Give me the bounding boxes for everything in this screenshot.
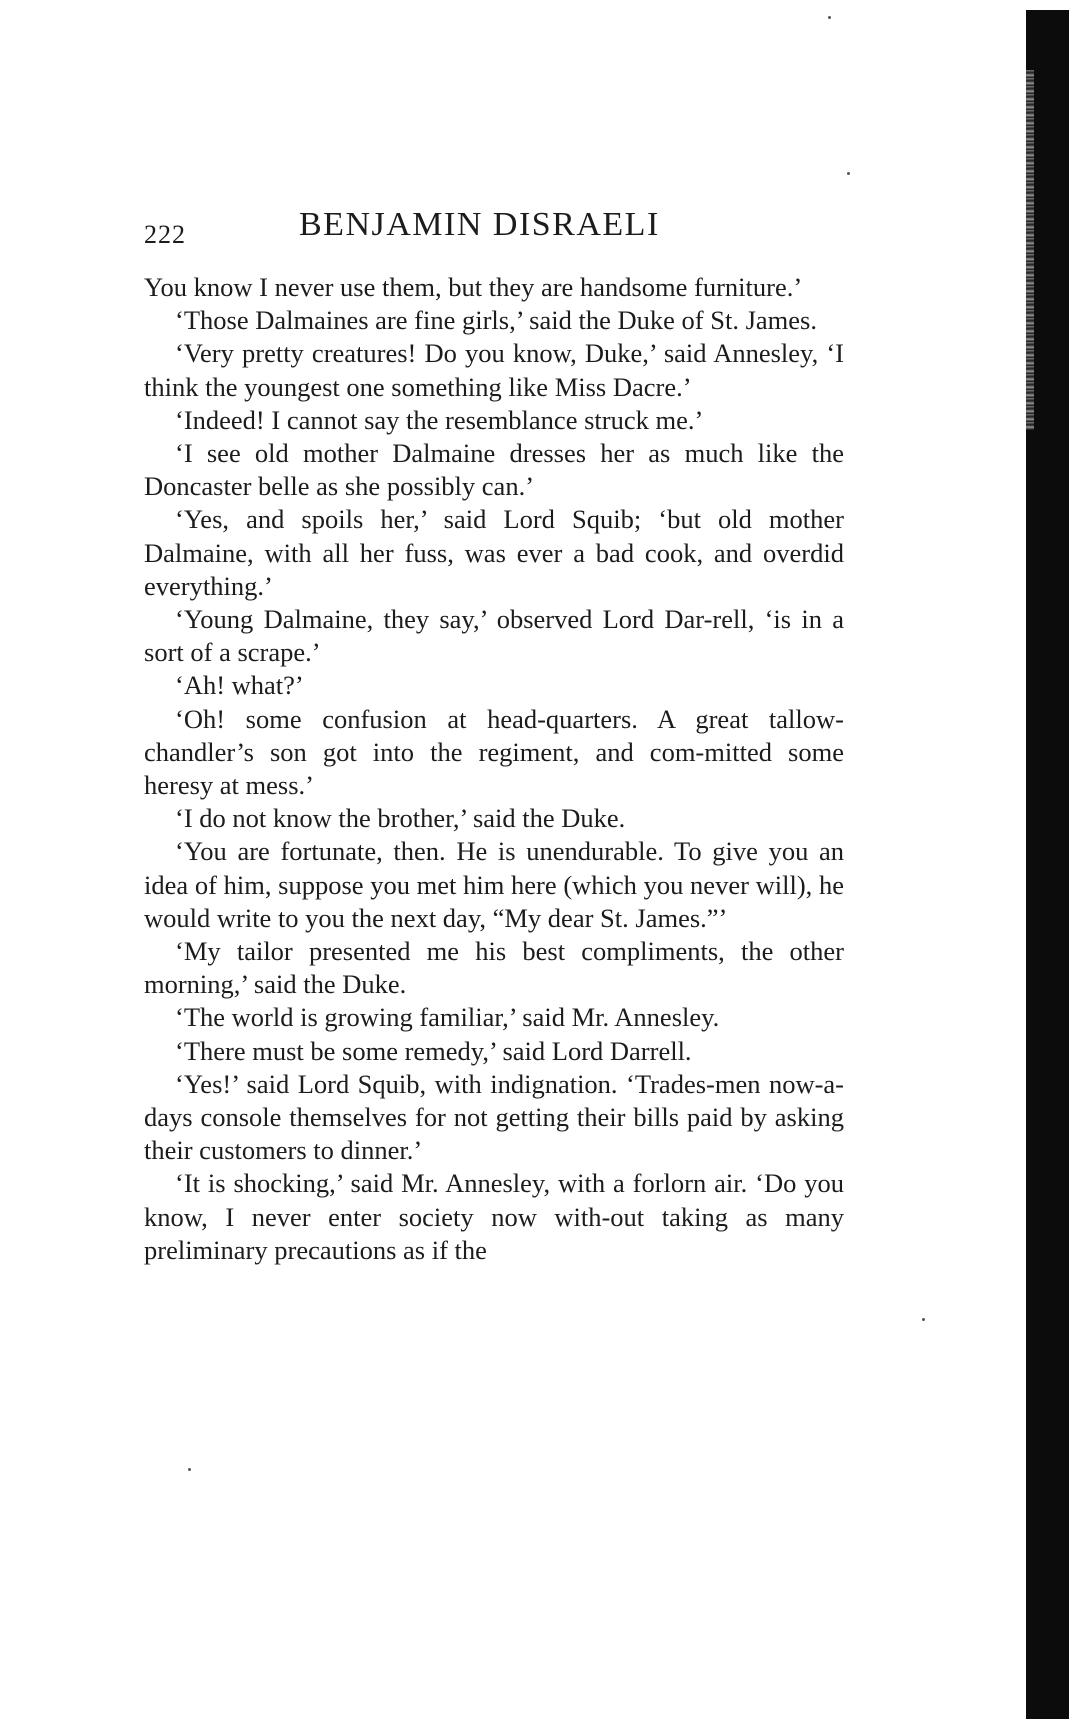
paragraph: ‘Yes!’ said Lord Squib, with indignation. ‘Trades-men now-a-days console themselves for not getting their bills paid by asking their customers to dinner.’ (144, 1068, 844, 1166)
scan-speck (922, 1318, 925, 1321)
paragraph: ‘It is shocking,’ said Mr. Annesley, with a forlorn air. ‘Do you know, I never enter society now with-out taking as many preliminary precautions as if the (144, 1168, 844, 1265)
paragraph: ‘You are fortunate, then. He is unendurable. To give you an idea of him, suppose you met him here (which you never will), he would write to you the next day, “My dear St. James.”’ (144, 836, 844, 933)
paragraph: You know I never use them, but they are handsome furniture.’ (144, 272, 803, 302)
body-text (144, 271, 844, 1267)
paragraph: ‘There must be some remedy,’ said Lord Darrell. (175, 1035, 692, 1066)
page-header (144, 206, 844, 256)
scan-binding-edge (1026, 10, 1069, 1719)
paragraph: ‘Oh! some confusion at head-quarters. A great tallow-chandler’s son got into the regiment, and com-mitted some heresy at mess.’ (144, 703, 844, 801)
paragraph: ‘I see old mother Dalmaine dresses her as much like the Doncaster belle as she possibly can.’ (144, 438, 844, 502)
scan-speck (188, 1468, 191, 1471)
paragraph: ‘Yes, and spoils her,’ said Lord Squib; ‘but old mother Dalmaine, with all her fuss, was ever a bad cook, and overdid everything.’ (144, 504, 844, 601)
paragraph: ‘Indeed! I cannot say the resemblance struck me.’ (175, 404, 704, 435)
running-title: BENJAMIN DISRAELI (299, 206, 660, 243)
paragraph: ‘Those Dalmaines are fine girls,’ said the Duke of St. James. (175, 305, 817, 336)
paragraph: ‘Young Dalmaine, they say,’ observed Lord Dar-rell, ‘is in a sort of a scrape.’ (144, 604, 844, 668)
paragraph: ‘I do not know the brother,’ said the Duke. (175, 803, 626, 834)
paragraph: ‘My tailor presented me his best compliments, the other morning,’ said the Duke. (144, 936, 844, 1000)
page-number: 222 (144, 220, 186, 249)
scan-speck (847, 172, 850, 175)
paragraph: ‘Ah! what?’ (175, 670, 304, 701)
scan-speck (828, 16, 831, 19)
paragraph: ‘The world is growing familiar,’ said Mr. Annesley. (175, 1002, 720, 1033)
paragraph: ‘Very pretty creatures! Do you know, Duke,’ said Annesley, ‘I think the youngest one something like Miss Dacre.’ (144, 338, 844, 402)
